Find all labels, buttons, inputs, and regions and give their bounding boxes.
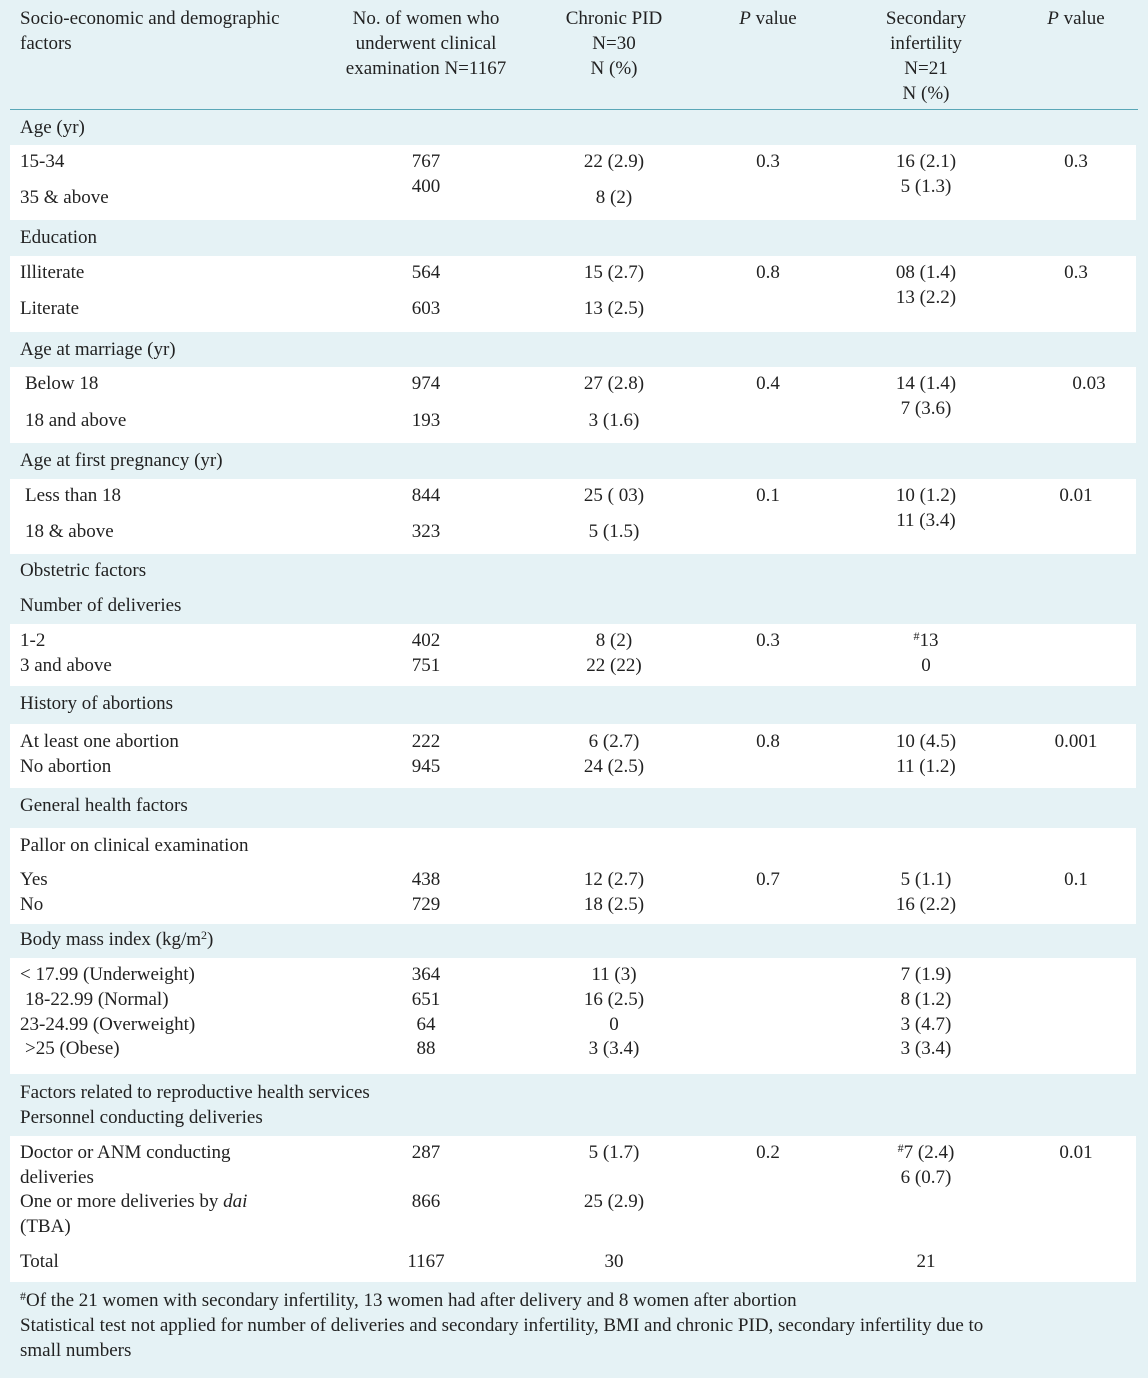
cell-women: 729 bbox=[411, 894, 441, 915]
cell-inf: 11 (1.2) bbox=[896, 756, 956, 777]
cell-pid: 25 ( 03) bbox=[583, 485, 645, 506]
cell-women: 64 bbox=[416, 1014, 436, 1035]
section-repro: Factors related to reproductive health services bbox=[20, 1082, 370, 1103]
cell-women: 564 bbox=[411, 262, 441, 283]
cell-inf: 5 (1.3) bbox=[900, 176, 952, 197]
row-label: 3 and above bbox=[20, 655, 112, 676]
cell-pid: 30 bbox=[604, 1251, 624, 1272]
cell-inf: 11 (3.4) bbox=[896, 510, 956, 531]
cell-p1: 0.1 bbox=[756, 485, 780, 506]
cell-inf: 21 bbox=[916, 1251, 936, 1272]
row-label: One or more deliveries by dai (TBA) bbox=[20, 1191, 248, 1237]
cell-pid: 24 (2.5) bbox=[583, 756, 645, 777]
cell-p1: 0.4 bbox=[756, 373, 780, 394]
cell-p2: 0.1 bbox=[1064, 869, 1088, 890]
section-pregnancy: Age at first pregnancy (yr) bbox=[20, 450, 223, 471]
cell-p1: 0.8 bbox=[756, 731, 780, 752]
section-obstetric: Obstetric factors bbox=[20, 560, 147, 581]
section-abortions: History of abortions bbox=[20, 693, 174, 714]
cell-women: 287 bbox=[411, 1142, 441, 1163]
cell-women: 767 bbox=[411, 151, 441, 172]
cell-pid: 13 (2.5) bbox=[583, 298, 645, 319]
cell-pid: 25 (2.9) bbox=[583, 1191, 645, 1212]
cell-inf: 10 (1.2) bbox=[895, 485, 957, 506]
section-deliveries: Number of deliveries bbox=[20, 595, 182, 616]
row-label: No bbox=[20, 894, 44, 915]
cell-p2: 0.03 bbox=[1072, 373, 1106, 394]
header-women: No. of women who underwent clinical examination N=1167 bbox=[345, 8, 507, 79]
section-marriage: Age at marriage (yr) bbox=[20, 339, 176, 360]
cell-pid: 16 (2.5) bbox=[583, 989, 645, 1010]
cell-pid: 5 (1.7) bbox=[588, 1142, 640, 1163]
cell-women: 323 bbox=[411, 521, 441, 542]
section-bmi: Body mass index $(kg/m^2)$ bbox=[20, 928, 214, 950]
cell-inf: 16 (2.1) bbox=[895, 151, 957, 172]
cell-p1: 0.2 bbox=[756, 1142, 780, 1163]
cell-women: 88 bbox=[416, 1038, 436, 1059]
cell-pid: 6 (2.7) bbox=[588, 731, 640, 752]
cell-inf: 7 (3.6) bbox=[900, 398, 952, 419]
row-label: Yes bbox=[20, 869, 48, 890]
cell-women: 844 bbox=[411, 485, 441, 506]
section-education: Education bbox=[20, 227, 98, 248]
cell-women: 364 bbox=[411, 964, 441, 985]
row-label: 1-2 bbox=[20, 630, 46, 651]
cell-women: 402 bbox=[411, 630, 441, 651]
cell-pid: 22 (22) bbox=[586, 655, 642, 676]
cell-p1: 0.3 bbox=[756, 630, 780, 651]
cell-pid: 8 (2) bbox=[595, 187, 633, 208]
header-p-value-1: P value bbox=[739, 8, 797, 29]
row-total-label: Total bbox=[20, 1251, 59, 1272]
cell-p2: 0.001 bbox=[1054, 731, 1098, 752]
header-rule bbox=[10, 109, 1138, 110]
row-label: 18 & above bbox=[25, 521, 114, 542]
cell-pid: 12 (2.7) bbox=[583, 869, 645, 890]
cell-women: 1167 bbox=[407, 1251, 445, 1272]
row-label: Literate bbox=[20, 298, 80, 319]
cell-inf: 16 (2.2) bbox=[895, 894, 957, 915]
row-label: Doctor or ANM conducting deliveries bbox=[20, 1142, 231, 1188]
cell-pid: 3 (1.6) bbox=[588, 410, 640, 431]
section-age: Age (yr) bbox=[20, 117, 85, 138]
cell-p1: 0.8 bbox=[756, 262, 780, 283]
cell-pid: 18 (2.5) bbox=[583, 894, 645, 915]
cell-pid: 27 (2.8) bbox=[583, 373, 645, 394]
header-factor: Socio-economic and demographic factors bbox=[20, 8, 280, 54]
cell-women: 603 bbox=[411, 298, 441, 319]
header-p-value-2: P value bbox=[1047, 8, 1105, 29]
section-general: General health factors bbox=[20, 795, 188, 816]
row-label: 18 and above bbox=[25, 410, 127, 431]
cell-p2: 0.3 bbox=[1064, 262, 1088, 283]
cell-women: 651 bbox=[411, 989, 441, 1010]
cell-women: 400 bbox=[411, 176, 441, 197]
section-personnel: Personnel conducting deliveries bbox=[20, 1107, 263, 1128]
cell-women: 751 bbox=[411, 655, 441, 676]
table-header bbox=[0, 0, 1148, 109]
cell-p2: 0.01 bbox=[1059, 485, 1093, 506]
cell-inf: 3 (4.7) bbox=[900, 1014, 952, 1035]
row-label: Below 18 bbox=[25, 373, 99, 394]
cell-p2: 0.01 bbox=[1059, 1142, 1093, 1163]
cell-pid: 15 (2.7) bbox=[583, 262, 645, 283]
row-label: 18-22.99 (Normal) bbox=[25, 989, 169, 1010]
cell-inf: 08 (1.4) bbox=[895, 262, 957, 283]
cell-p2: 0.3 bbox=[1064, 151, 1088, 172]
cell-pid: 8 (2) bbox=[595, 630, 633, 651]
cell-women: 866 bbox=[411, 1191, 441, 1212]
cell-women: 193 bbox=[411, 410, 441, 431]
cell-inf: 3 (3.4) bbox=[900, 1038, 952, 1059]
cell-p1: 0.3 bbox=[756, 151, 780, 172]
cell-women: 438 bbox=[411, 869, 441, 890]
cell-pid: 3 (3.4) bbox=[588, 1038, 640, 1059]
row-label: At least one abortion bbox=[20, 731, 179, 752]
row-label: Less than 18 bbox=[25, 485, 122, 506]
section-pallor: Pallor on clinical examination bbox=[20, 835, 249, 856]
row-label: 23-24.99 (Overweight) bbox=[20, 1014, 196, 1035]
cell-inf: 5 (1.1) bbox=[900, 869, 952, 890]
cell-inf: 8 (1.2) bbox=[900, 989, 952, 1010]
footnote: #Of the 21 women with secondary infertility, 13 women had after delivery and 8 women after abortion Statistical test not applied for number of deliveries and secondary infertility, BMI and chronic PID, secondary infertility due to small numbers bbox=[20, 1289, 984, 1361]
row-label: 15-34 bbox=[20, 151, 65, 172]
cell-pid: 5 (1.5) bbox=[588, 521, 640, 542]
cell-inf: #13 bbox=[913, 629, 939, 651]
row-label: No abortion bbox=[20, 756, 112, 777]
row-label: >25 (Obese) bbox=[25, 1038, 120, 1059]
cell-women: 222 bbox=[411, 731, 441, 752]
cell-inf: 0 bbox=[921, 655, 931, 676]
cell-inf: 14 (1.4) bbox=[895, 373, 957, 394]
header-chronic-pid: Chronic PID N=30 N (%) bbox=[565, 8, 663, 79]
cell-inf: 7 (1.9) bbox=[900, 964, 952, 985]
row-label: < 17.99 (Underweight) bbox=[20, 964, 195, 985]
cell-inf: 10 (4.5) bbox=[895, 731, 957, 752]
cell-pid: 22 (2.9) bbox=[583, 151, 645, 172]
cell-inf: 13 (2.2) bbox=[895, 287, 957, 308]
cell-pid: 0 bbox=[609, 1014, 619, 1035]
row-label: Illiterate bbox=[20, 262, 85, 283]
cell-women: 974 bbox=[411, 373, 441, 394]
row-label: 35 & above bbox=[20, 187, 109, 208]
cell-women: 945 bbox=[411, 756, 441, 777]
cell-inf: #7 (2.4) 6 (0.7) bbox=[897, 1141, 955, 1188]
cell-pid: 11 (3) bbox=[591, 964, 637, 985]
cell-p1: 0.7 bbox=[756, 869, 780, 890]
header-secondary-infertility: Secondary infertility N=21 N (%) bbox=[885, 8, 967, 104]
